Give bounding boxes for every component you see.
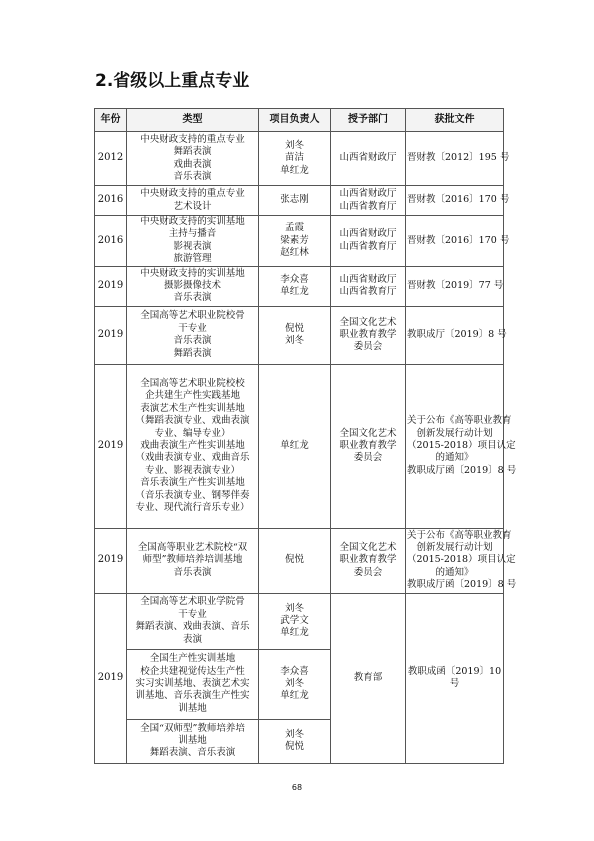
- column-header-year: 年份: [95, 109, 127, 132]
- year-cell: 2019: [95, 364, 127, 528]
- type-cell-line: 中央财政支持的实训基地: [140, 267, 245, 279]
- type-cell-line: 舞蹈表演: [173, 146, 212, 158]
- year-cell: 2019: [95, 306, 127, 364]
- leader-cell-line: 刘冬: [284, 677, 304, 689]
- department-cell-line: 职业教育教学: [339, 439, 397, 451]
- type-cell: [127, 266, 259, 306]
- department-cell-line: 全国文化艺术: [339, 542, 397, 554]
- leader-cell: [259, 649, 331, 719]
- leader-cell-line: 单红龙: [280, 439, 309, 451]
- leader-cell: [259, 719, 331, 763]
- approval-cell: [406, 266, 504, 306]
- year-cell: 2019: [95, 528, 127, 593]
- type-cell: [127, 306, 259, 364]
- column-header-department: 授予部门: [331, 109, 406, 132]
- leader-cell-line: 梁素芳: [280, 234, 309, 246]
- type-cell-line: 实习实训基地、表演艺术实: [135, 677, 250, 689]
- department-cell: [331, 216, 406, 267]
- approval-cell: [406, 186, 510, 216]
- leader-cell-line: 倪悦: [284, 554, 304, 566]
- leader-cell-line: 单红龙: [280, 690, 309, 702]
- year-cell: 2019: [95, 266, 127, 306]
- leader-cell: [259, 186, 331, 216]
- type-cell-line: 艺术设计: [173, 200, 212, 212]
- type-cell-line: 音乐表演: [173, 566, 212, 578]
- type-cell-line: 主持与播音: [168, 228, 217, 240]
- leader-cell-line: 单红龙: [280, 164, 309, 176]
- leader-cell-line: 刘冬: [284, 139, 304, 151]
- section-heading: 2.省级以上重点专业: [95, 71, 250, 91]
- department-cell-line: 山西省财政厅: [339, 152, 397, 164]
- type-cell-line: 音乐表演生产性实训基地: [140, 477, 245, 489]
- approval-cell: [406, 364, 517, 528]
- leader-cell-line: 赵红林: [280, 247, 309, 259]
- type-cell: [127, 528, 259, 593]
- leader-cell: [259, 306, 331, 364]
- type-cell-line: 校企共建视觉传达生产性: [140, 665, 245, 677]
- column-header-approval: 获批文件: [406, 109, 504, 132]
- table-row: [95, 132, 504, 186]
- table-row: [95, 306, 504, 364]
- approval-cell-line: 晋财教〔2016〕170 号: [407, 234, 510, 246]
- type-cell-line: 训基地: [178, 734, 207, 746]
- type-cell-line: 音乐表演: [173, 292, 212, 304]
- type-cell-line: 中央财政支持的重点专业: [140, 133, 245, 145]
- approval-cell: [406, 132, 510, 186]
- type-cell-line: 专业、现代流行音乐专业）: [135, 501, 250, 513]
- approval-cell-line: 晋财教〔2012〕195 号: [407, 152, 510, 164]
- type-cell-line: 戏曲表演: [173, 158, 212, 170]
- type-cell-line: 专业、影视表演专业）: [144, 464, 240, 476]
- type-cell: [127, 649, 259, 719]
- approval-cell-line: 的通知》: [435, 452, 474, 464]
- table-row: [95, 528, 504, 593]
- approval-cell: 教职成函〔2019〕10 号: [406, 593, 504, 763]
- department-cell-line: 山西省教育厅: [339, 240, 397, 252]
- leader-cell-line: 李众喜: [280, 665, 309, 677]
- type-cell-line: 戏曲表演生产性实训基地: [140, 439, 245, 451]
- year-cell: 2012: [95, 132, 127, 186]
- department-cell-line: 委员会: [353, 566, 383, 578]
- type-cell: [127, 364, 259, 528]
- approval-cell-line: （2015-2018）项目认定: [407, 439, 516, 451]
- leader-cell-line: 李众喜: [280, 273, 309, 285]
- type-cell-line: 全国高等职业艺术院校“双: [137, 542, 248, 554]
- type-cell-line: 干专业: [178, 608, 207, 620]
- type-cell: [127, 186, 259, 216]
- approval-cell-line: 教职成厅〔2019〕8 号: [407, 328, 507, 340]
- department-cell-line: 山西省财政厅: [339, 188, 397, 200]
- type-cell: [127, 216, 259, 267]
- approval-cell-line: 教职成厅函〔2019〕8 号: [407, 464, 517, 476]
- leader-cell-line: 刘冬: [284, 335, 304, 347]
- department-cell-line: 山西省财政厅: [339, 273, 397, 285]
- department-cell: [331, 528, 406, 593]
- leader-cell-line: 倪悦: [284, 322, 304, 334]
- page-number: 68: [291, 783, 303, 792]
- department-cell-line: 职业教育教学: [339, 554, 397, 566]
- column-header-type: 类型: [127, 109, 259, 132]
- table-row: [95, 186, 504, 216]
- year-cell: 2019: [95, 593, 127, 763]
- approval-cell-line: （2015-2018）项目认定: [407, 554, 516, 566]
- type-cell-line: （舞蹈表演专业、戏曲表演: [135, 415, 250, 427]
- leader-cell-line: 武学文: [280, 614, 309, 626]
- type-cell-line: 师型”教师培养培训基地: [142, 554, 243, 566]
- approval-cell-line: 教职成厅函〔2019〕8 号: [407, 579, 517, 591]
- type-cell-line: 摄影摄像技术: [163, 279, 221, 291]
- leader-cell-line: 单红龙: [280, 286, 309, 298]
- type-cell-line: 影视表演: [173, 240, 212, 252]
- type-cell: [127, 132, 259, 186]
- approval-cell: [406, 306, 507, 364]
- type-cell-line: 全国生产性实训基地: [149, 653, 236, 665]
- type-cell-line: 全国高等艺术职业院校校: [140, 377, 245, 389]
- type-cell-line: 舞蹈表演: [173, 347, 212, 359]
- type-cell-line: 表演: [182, 633, 202, 645]
- leader-cell: [259, 132, 331, 186]
- type-cell-line: （戏曲表演专业、戏曲音乐: [135, 452, 250, 464]
- leader-cell-line: 刘冬: [284, 728, 304, 740]
- department-cell-line: 山西省教育厅: [339, 200, 397, 212]
- type-cell-line: 全国高等艺术职业院校骨: [140, 310, 245, 322]
- department-cell: [331, 266, 406, 306]
- approval-cell: [406, 216, 510, 267]
- type-cell-line: 干专业: [178, 322, 207, 334]
- department-cell-line: 职业教育教学: [339, 328, 397, 340]
- type-cell-line: 表演艺术生产性实训基地: [140, 402, 245, 414]
- leader-cell: [259, 216, 331, 267]
- leader-cell-line: 苗洁: [284, 152, 304, 164]
- type-cell: [127, 719, 259, 763]
- column-header-leader: 项目负责人: [259, 109, 331, 132]
- approval-cell-line: 的通知》: [435, 566, 474, 578]
- key-majors-table: [94, 108, 517, 764]
- type-cell-line: 音乐表演: [173, 170, 212, 182]
- type-cell-line: 训基地: [178, 702, 207, 714]
- department-cell: [331, 186, 406, 216]
- leader-cell-line: 刘冬: [284, 602, 304, 614]
- department-cell-line: 委员会: [353, 452, 383, 464]
- table-row: [95, 364, 504, 528]
- type-cell-line: 全国“双师型”教师培养培: [140, 722, 245, 734]
- department-cell-line: 山西省财政厅: [339, 228, 397, 240]
- approval-cell-line: 晋财教〔2019〕77 号: [407, 279, 504, 291]
- type-cell-line: 舞蹈表演、音乐表演: [149, 747, 236, 759]
- leader-cell: [259, 593, 331, 649]
- leader-cell-line: 倪悦: [284, 741, 304, 753]
- type-cell-line: 旅游管理: [173, 253, 212, 265]
- leader-cell-line: 单红龙: [280, 627, 309, 639]
- type-cell-line: （音乐表演专业、钢琴伴奏: [135, 489, 250, 501]
- type-cell-line: 全国高等艺术职业学院骨: [140, 596, 245, 608]
- type-cell-line: 舞蹈表演、戏曲表演、音乐: [135, 621, 250, 633]
- approval-cell-line: 晋财教〔2016〕170 号: [407, 194, 510, 206]
- year-cell: 2016: [95, 216, 127, 267]
- table-row: [95, 216, 504, 267]
- type-cell-line: 训基地、音乐表演生产性实: [135, 690, 250, 702]
- approval-cell-line: 创新发展行动计划: [416, 427, 493, 439]
- type-cell: [127, 593, 259, 649]
- department-cell: [331, 364, 406, 528]
- approval-cell: [406, 528, 517, 593]
- approval-cell-line: 关于公布《高等职业教育: [407, 415, 512, 427]
- approval-cell-line: 创新发展行动计划: [416, 542, 493, 554]
- leader-cell: [259, 266, 331, 306]
- type-cell-line: 专业、编导专业）: [154, 427, 231, 439]
- department-cell-line: 山西省教育厅: [339, 286, 397, 298]
- type-cell-line: 中央财政支持的重点专业: [140, 188, 245, 200]
- department-cell: [331, 132, 406, 186]
- leader-cell-line: 张志刚: [280, 194, 309, 206]
- type-cell-line: 中央财政支持的实训基地: [140, 216, 245, 227]
- department-cell-line: 全国文化艺术: [339, 316, 397, 328]
- table-header-row: [95, 109, 504, 132]
- table-row: [95, 593, 504, 649]
- leader-cell: [259, 528, 331, 593]
- type-cell-line: 企共建生产性实践基地: [144, 390, 240, 402]
- approval-cell-line: 关于公布《高等职业教育: [407, 529, 512, 541]
- department-cell: [331, 306, 406, 364]
- table-row: [95, 266, 504, 306]
- leader-cell: [259, 364, 331, 528]
- department-cell-line: 委员会: [353, 341, 383, 353]
- department-cell: 教育部: [331, 593, 406, 763]
- department-cell-line: 全国文化艺术: [339, 427, 397, 439]
- type-cell-line: 音乐表演: [173, 335, 212, 347]
- leader-cell-line: 孟霞: [284, 222, 304, 234]
- year-cell: 2016: [95, 186, 127, 216]
